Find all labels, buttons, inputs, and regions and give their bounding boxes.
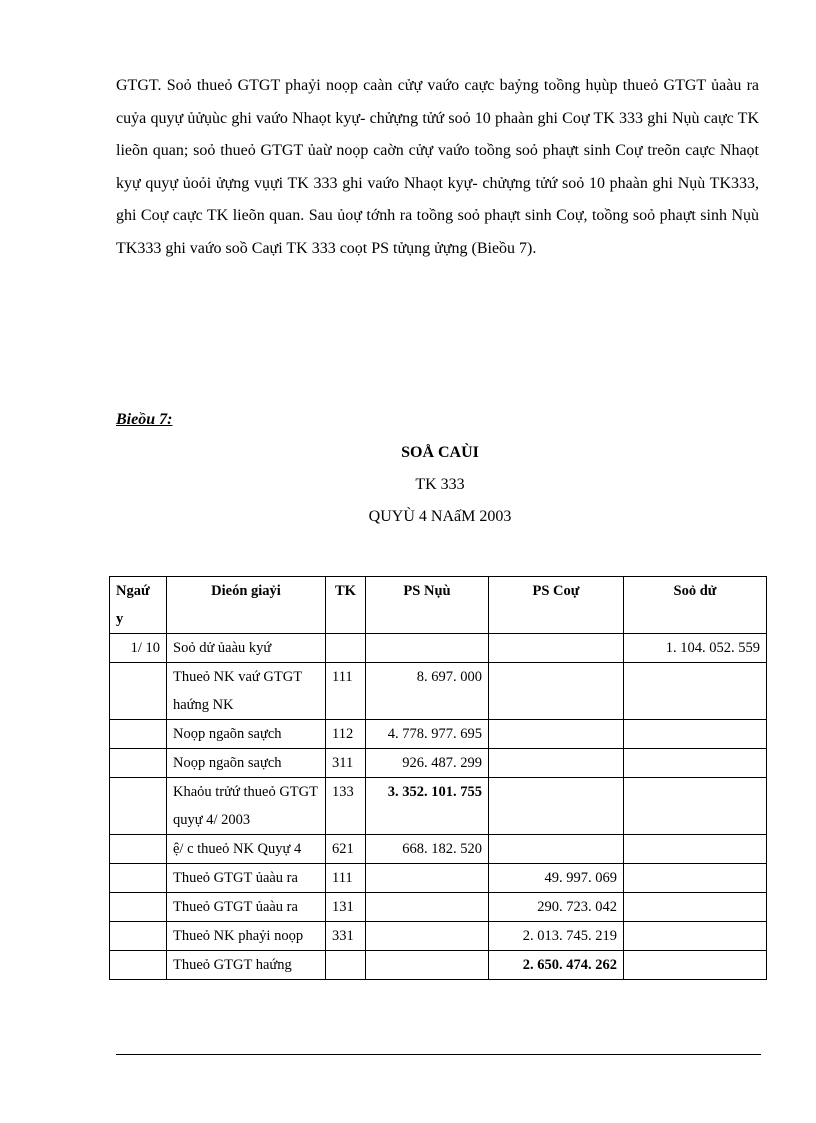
row-account: 111	[326, 663, 366, 720]
header-credit: PS Coự	[489, 577, 624, 634]
table-row	[110, 778, 767, 835]
row-date	[110, 864, 167, 893]
row-debit: 668. 182. 520	[366, 835, 489, 864]
row-description: Khaỏu trửứ thueỏ GTGT quyự 4/ 2003	[167, 778, 326, 835]
footer-divider	[116, 1054, 761, 1055]
row-description: Soỏ dử ủaàu kyứ	[167, 634, 326, 663]
ledger-table	[109, 576, 767, 980]
row-balance	[624, 778, 767, 835]
row-date	[110, 778, 167, 835]
ledger-period: QUYÙ 4 NAấM 2003	[368, 508, 512, 525]
row-credit	[489, 663, 624, 720]
row-credit	[489, 778, 624, 835]
row-description: Thueỏ GTGT ủaàu ra	[167, 864, 326, 893]
row-credit: 2. 650. 474. 262	[489, 951, 624, 980]
ledger-title: SOÅ CAÙI	[401, 444, 479, 461]
row-date	[110, 951, 167, 980]
row-debit: 4. 778. 977. 695	[366, 720, 489, 749]
row-debit: 926. 487. 299	[366, 749, 489, 778]
row-description: Thueỏ GTGT ủaàu ra	[167, 893, 326, 922]
table-row	[110, 720, 767, 749]
row-debit	[366, 634, 489, 663]
row-description: Noọp ngaõn saựch	[167, 720, 326, 749]
header-debit: PS Nụù	[366, 577, 489, 634]
row-credit: 2. 013. 745. 219	[489, 922, 624, 951]
table-row	[110, 749, 767, 778]
row-account: 111	[326, 864, 366, 893]
table-header-row	[110, 577, 767, 634]
row-balance	[624, 864, 767, 893]
table-row	[110, 893, 767, 922]
header-description: Dieón giaỷi	[167, 577, 326, 634]
row-balance	[624, 663, 767, 720]
table-row	[110, 634, 767, 663]
row-balance	[624, 749, 767, 778]
row-balance	[624, 835, 767, 864]
row-date	[110, 893, 167, 922]
row-account	[326, 634, 366, 663]
row-balance: 1. 104. 052. 559	[624, 634, 767, 663]
figure-caption: Bieồu 7:	[116, 411, 173, 428]
row-debit: 3. 352. 101. 755	[366, 778, 489, 835]
row-date	[110, 749, 167, 778]
row-balance	[624, 893, 767, 922]
row-debit	[366, 922, 489, 951]
row-balance	[624, 951, 767, 980]
row-debit: 8. 697. 000	[366, 663, 489, 720]
row-description: Thueỏ GTGT haứng	[167, 951, 326, 980]
row-debit	[366, 951, 489, 980]
row-account: 112	[326, 720, 366, 749]
table-row	[110, 951, 767, 980]
ledger-account: TK 333	[415, 476, 465, 493]
row-credit	[489, 634, 624, 663]
row-date	[110, 663, 167, 720]
table-row	[110, 922, 767, 951]
row-credit: 290. 723. 042	[489, 893, 624, 922]
row-date	[110, 720, 167, 749]
row-debit	[366, 893, 489, 922]
header-balance: Soỏ dử	[624, 577, 767, 634]
header-account: TK	[326, 577, 366, 634]
row-date	[110, 922, 167, 951]
row-balance	[624, 720, 767, 749]
row-description: Thueỏ NK phaỷi noọp	[167, 922, 326, 951]
row-account: 133	[326, 778, 366, 835]
row-account: 331	[326, 922, 366, 951]
row-credit	[489, 835, 624, 864]
row-credit	[489, 720, 624, 749]
row-credit	[489, 749, 624, 778]
row-description: ệ/ c thueỏ NK Quyự 4	[167, 835, 326, 864]
row-credit: 49. 997. 069	[489, 864, 624, 893]
table-row	[110, 835, 767, 864]
header-date: Ngaứ y	[110, 577, 167, 634]
row-balance	[624, 922, 767, 951]
row-description: Noọp ngaõn saựch	[167, 749, 326, 778]
row-account	[326, 951, 366, 980]
row-date: 1/ 10	[110, 634, 167, 663]
row-account: 311	[326, 749, 366, 778]
row-description: Thueỏ NK vaứ GTGT haứng NK	[167, 663, 326, 720]
body-paragraph: GTGT. Soỏ thueỏ GTGT phaỷi noọp caàn cửự vaứo caực baỷng toồng hụùp thueỏ GTGT ủaàu ra cuỷa quyự ủửụùc ghi vaứo Nhaọt kyự- chửựng tửứ soỏ 10 phaàn ghi Coự TK 333 ghi Nụù caực TK lieõn quan; soỏ thueỏ GTGT ủaừ noọp caờn cửự vaứo toồng soỏ phaựt sinh Coự treõn caực Nhaọt kyự quyự ủoỏi ửựng vụựi TK 333 ghi vaứo Nhaọt kyự- chửựng tửứ soỏ 10 phaàn ghi Nụù TK333, ghi Coự caực TK lieõn quan. Sau ủoự tớnh ra toồng soỏ phaựt sinh Coự, toồng soỏ phaựt sinh Nụù TK333 ghi vaứo soồ Caựi TK 333 coọt PS tửụng ửựng (Bieồu 7).	[116, 77, 759, 257]
row-account: 131	[326, 893, 366, 922]
table-row	[110, 663, 767, 720]
table-row	[110, 864, 767, 893]
row-debit	[366, 864, 489, 893]
row-date	[110, 835, 167, 864]
row-account: 621	[326, 835, 366, 864]
